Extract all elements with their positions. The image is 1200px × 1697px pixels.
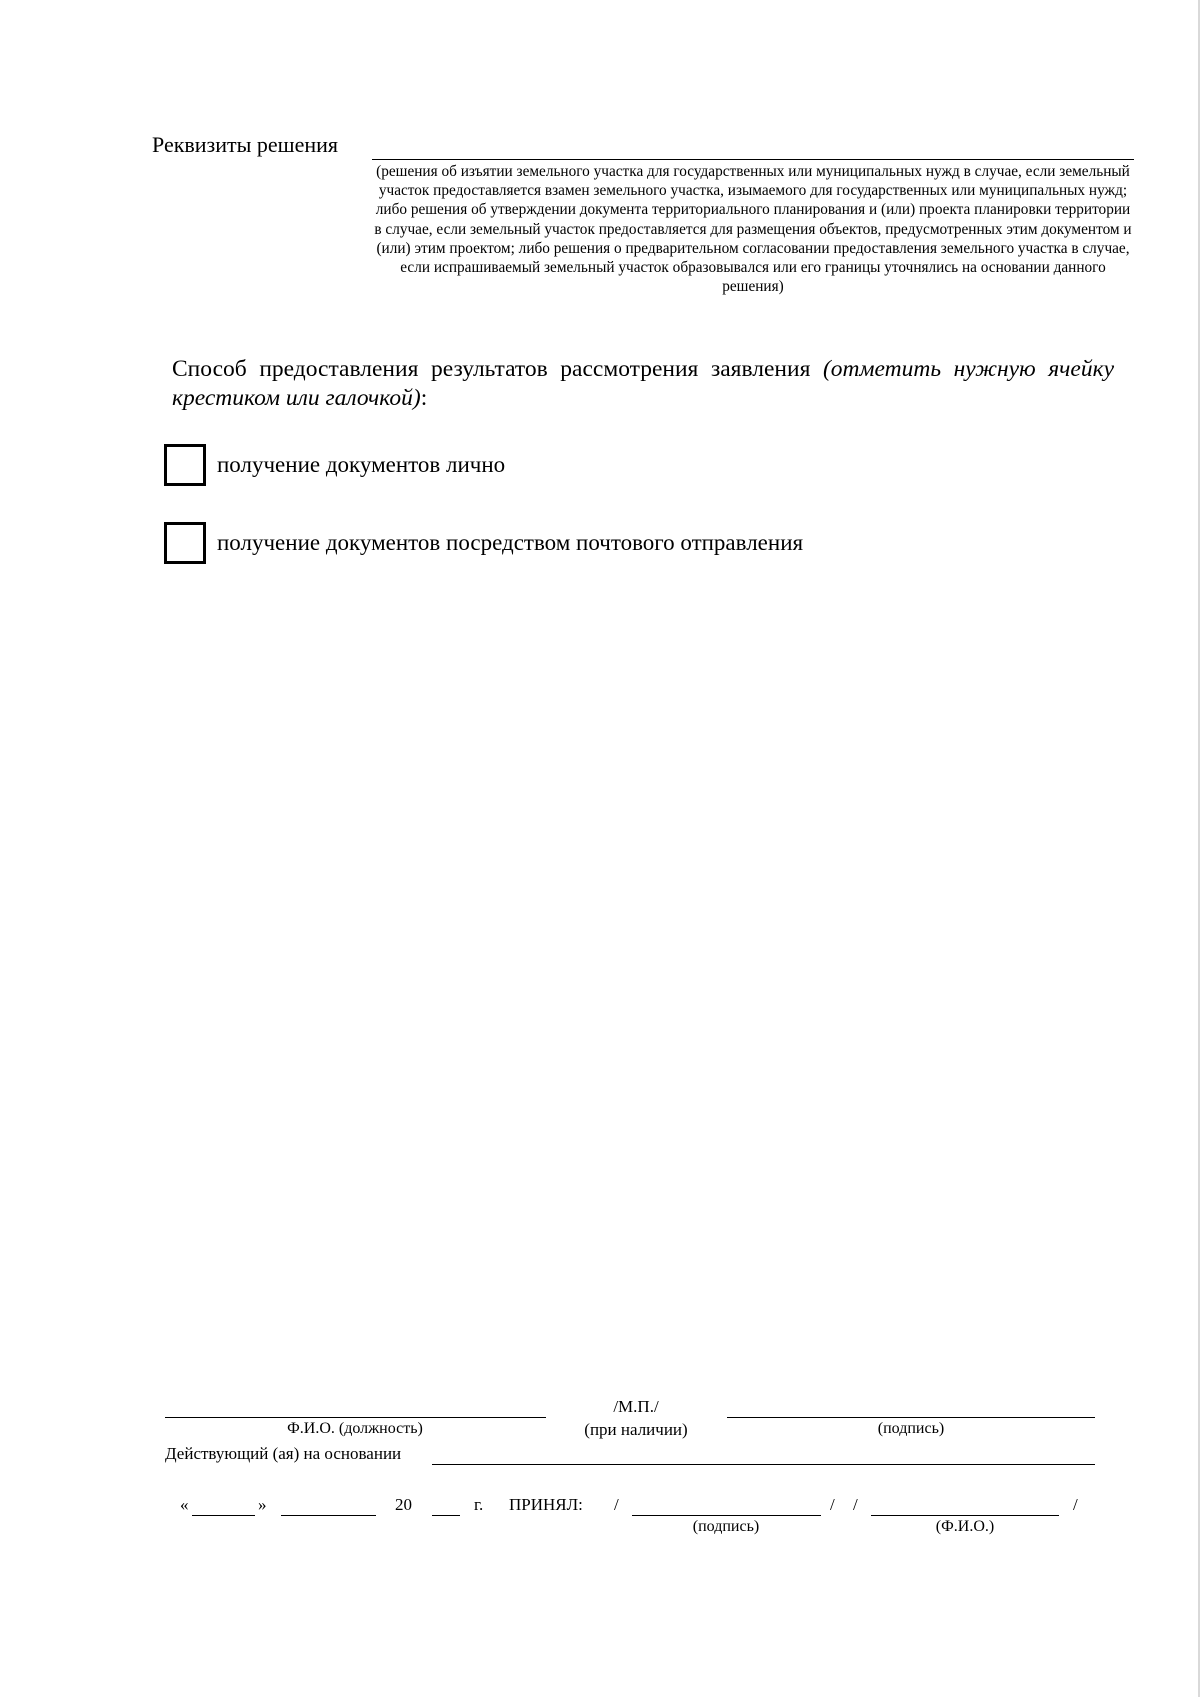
- stamp-label: /М.П./: [613, 1397, 659, 1416]
- fio-position-line[interactable]: [165, 1417, 546, 1418]
- year-suffix: г.: [474, 1495, 484, 1514]
- delivery-method-heading: [172, 355, 1114, 413]
- requisites-input-line[interactable]: [372, 159, 1134, 160]
- date-day-line[interactable]: [192, 1515, 255, 1516]
- date-open-quote: «: [180, 1495, 189, 1514]
- slash-3: /: [853, 1495, 858, 1514]
- acting-basis-label: Действующий (ая) на основании: [165, 1444, 402, 1463]
- accepted-fio-line[interactable]: [871, 1515, 1059, 1516]
- accepted-fio-caption: (Ф.И.О.): [935, 1518, 995, 1535]
- option-post-label: получение документов посредством почтового отправления: [217, 530, 804, 555]
- slash-4: /: [1073, 1495, 1078, 1514]
- accepted-label: ПРИНЯЛ:: [509, 1495, 583, 1514]
- option-post[interactable]: [164, 518, 803, 568]
- requisites-label: Реквизиты решения: [152, 132, 339, 157]
- year-prefix: 20: [395, 1495, 412, 1514]
- requisites-note: (решения об изъятии земельного участка для государственных или муниципальных нужд в случае, если земельный участок предоставляется взамен земельного участка, изымаемого для государственных или муниципальных нужд; либо решения об утверждении документа территориального планирования и (или) проекта планировки территории в случае, если земельный участок предоставляется для размещения объектов, предусмотренных этим документом и (или) этим проектом; либо решения о предварительном согласовании предоставления земельного участка в случае, если испрашиваемый земельный участок образовывался или его границы уточнялись на основании данного решения): [374, 163, 1132, 296]
- checkbox-personal[interactable]: [164, 444, 206, 486]
- signature-line[interactable]: [727, 1417, 1095, 1418]
- stamp-note: (при наличии): [584, 1420, 688, 1439]
- delivery-method-heading-text: Способ предоставления результатов рассмотрения заявления: [172, 356, 823, 382]
- signature-caption: (подпись): [877, 1420, 945, 1437]
- fio-position-caption: Ф.И.О. (должность): [287, 1420, 423, 1437]
- option-personal-label: получение документов лично: [217, 452, 506, 477]
- slash-1: /: [614, 1495, 619, 1514]
- checkbox-post[interactable]: [164, 522, 206, 564]
- delivery-method-hint: (отметить нужную ячейку крестиком или галочкой): [172, 356, 1114, 411]
- slash-2: /: [830, 1495, 835, 1514]
- option-personal[interactable]: [164, 440, 505, 490]
- acting-basis-line[interactable]: [432, 1464, 1095, 1465]
- date-month-line[interactable]: [281, 1515, 376, 1516]
- accepted-signature-line[interactable]: [632, 1515, 821, 1516]
- date-year-line[interactable]: [432, 1515, 460, 1516]
- accepted-signature-caption: (подпись): [692, 1518, 760, 1535]
- delivery-method-colon: :: [420, 385, 428, 411]
- date-close-quote: »: [258, 1495, 267, 1514]
